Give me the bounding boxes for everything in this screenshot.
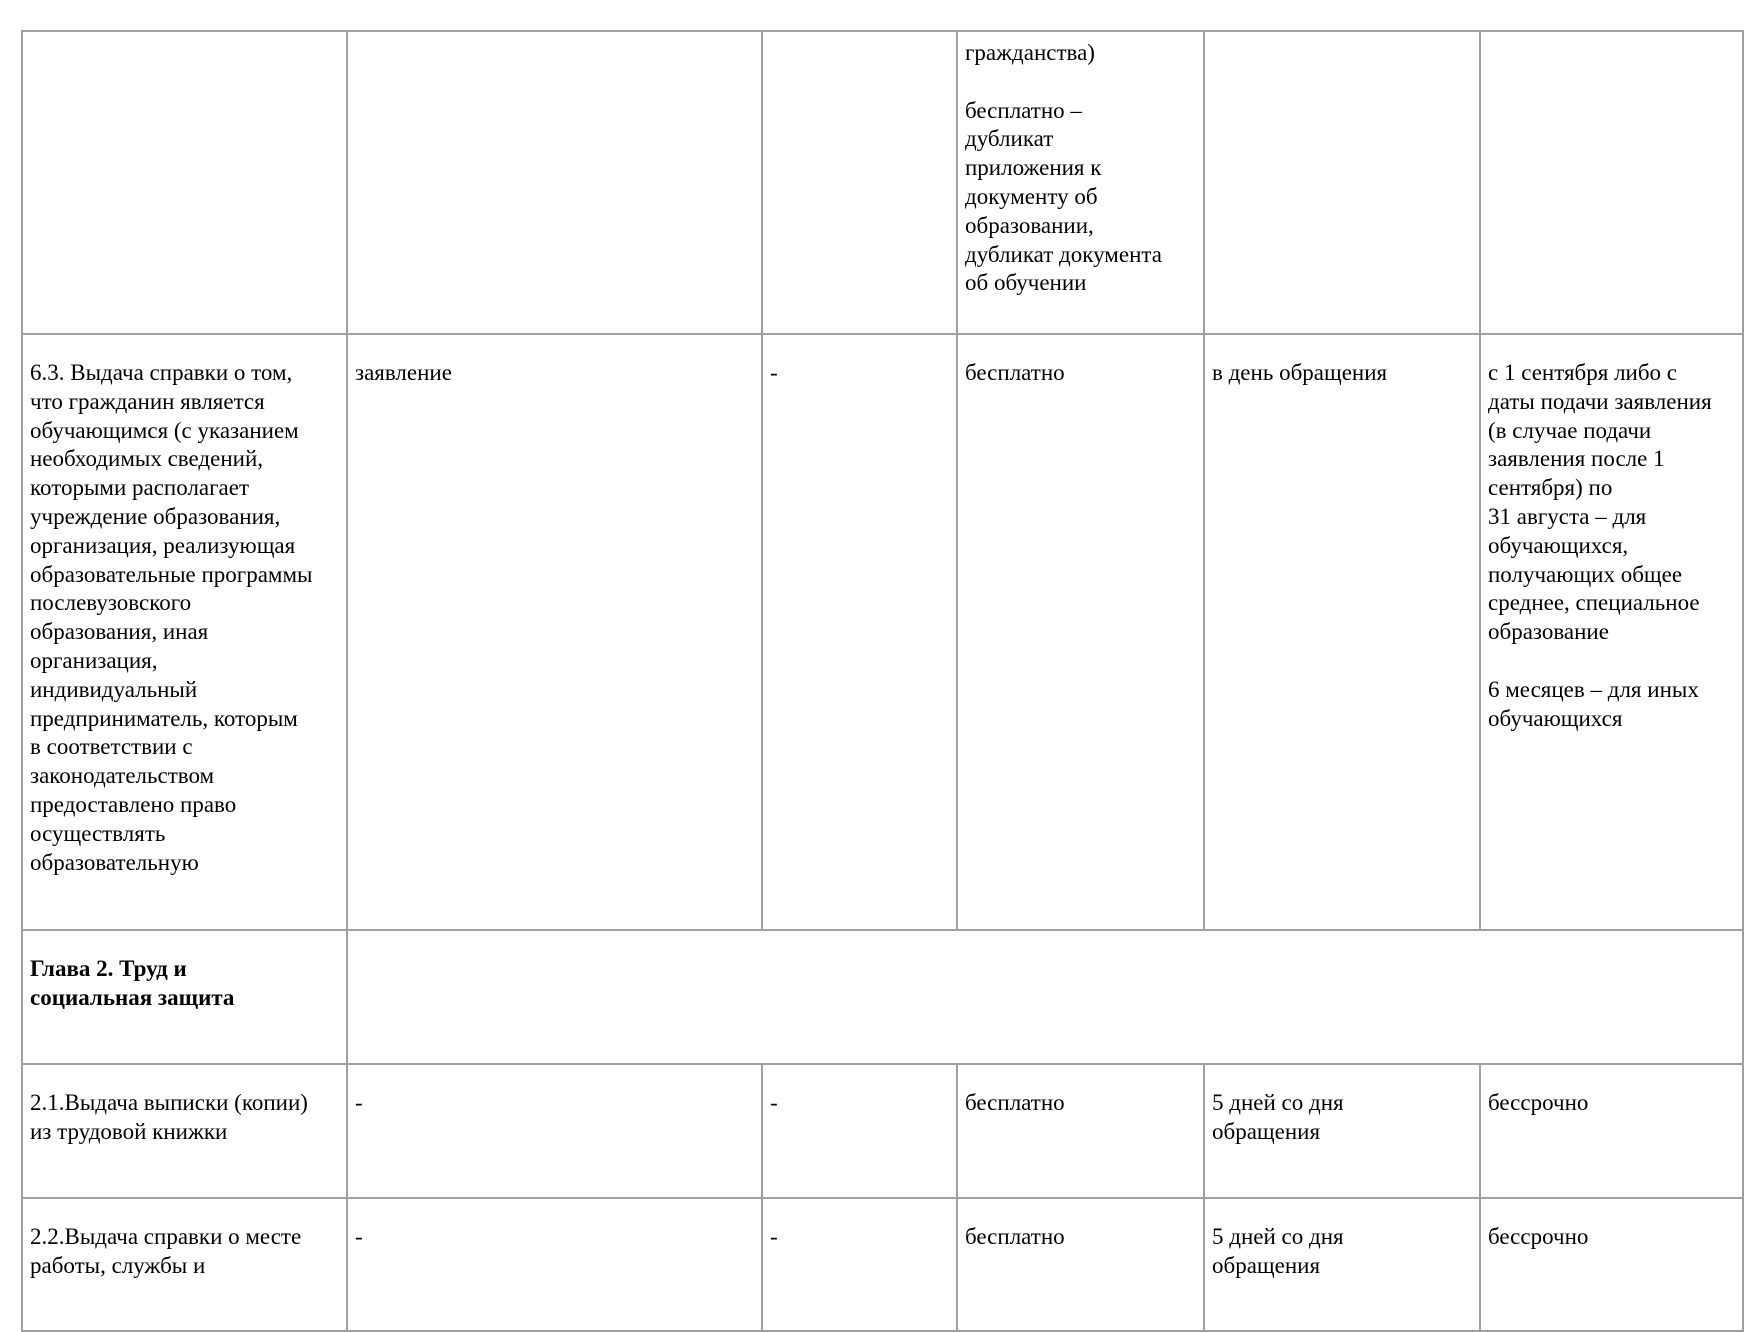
documents-cell	[347, 31, 762, 334]
validity-text: бессрочно	[1488, 1224, 1589, 1249]
chapter-row	[22, 930, 1743, 1064]
validity-cell	[1480, 334, 1743, 930]
procedure-name-text: 6.3. Выдача справки о том, что гражданин является обучающимся (с указанием необходимых сведений, которыми располагает учреждение образования, организация, реализующая образовательные программы послевузовского образования, иная организация, индивидуальный предприниматель, которым в соответствии с законодательством предоставлено право осуществлять образовательную	[30, 360, 313, 875]
documents-text: -	[355, 1090, 363, 1115]
validity-cell	[1480, 1198, 1743, 1331]
documents-cell	[347, 334, 762, 930]
term-cell	[1204, 1198, 1480, 1331]
term-cell	[1204, 1064, 1480, 1198]
table-row	[22, 1064, 1743, 1198]
requests-cell	[762, 1198, 957, 1331]
fee-cell	[957, 1064, 1204, 1198]
procedures-table	[21, 30, 1744, 1332]
validity-text: бессрочно	[1488, 1090, 1589, 1115]
procedure-name-text: 2.1.Выдача выписки (копии) из трудовой книжки	[30, 1090, 308, 1144]
fee-text: гражданства) бесплатно – дубликат приложения к документу об образовании, дубликат документа об обучении	[965, 40, 1162, 296]
requests-cell	[762, 334, 957, 930]
documents-cell	[347, 1064, 762, 1198]
chapter-empty-cell	[347, 930, 1743, 1064]
table-row	[22, 1198, 1743, 1331]
procedure-name-cell	[22, 31, 347, 334]
procedure-name-text: 2.2.Выдача справки о месте работы, службы и	[30, 1224, 302, 1278]
term-text: в день обращения	[1212, 360, 1388, 385]
validity-cell	[1480, 1064, 1743, 1198]
fee-text: бесплатно	[965, 1090, 1065, 1115]
fee-cell	[957, 334, 1204, 930]
term-text: 5 дней со дня обращения	[1212, 1224, 1344, 1278]
requests-text: -	[770, 1090, 778, 1115]
table-row	[22, 334, 1743, 930]
fee-cell	[957, 1198, 1204, 1331]
procedure-name-cell	[22, 1064, 347, 1198]
documents-cell	[347, 1198, 762, 1331]
term-text: 5 дней со дня обращения	[1212, 1090, 1344, 1144]
chapter-title-cell	[22, 930, 347, 1064]
fee-text: бесплатно	[965, 1224, 1065, 1249]
requests-text: -	[770, 360, 778, 385]
validity-cell	[1480, 31, 1743, 334]
requests-text: -	[770, 1224, 778, 1249]
procedure-name-cell	[22, 334, 347, 930]
term-cell	[1204, 31, 1480, 334]
fee-text: бесплатно	[965, 360, 1065, 385]
table-row	[22, 31, 1743, 334]
term-cell	[1204, 334, 1480, 930]
requests-cell	[762, 31, 957, 334]
requests-cell	[762, 1064, 957, 1198]
documents-text: заявление	[355, 360, 452, 385]
documents-text: -	[355, 1224, 363, 1249]
fee-cell	[957, 31, 1204, 334]
procedure-name-cell	[22, 1198, 347, 1331]
chapter-title: Глава 2. Труд и социальная защита	[30, 956, 235, 1010]
validity-text: с 1 сентября либо с даты подачи заявления (в случае подачи заявления после 1 сентября) по 31 августа – для обучающихся, получающих общее среднее, специальное образование 6 месяцев – для иных обучающихся	[1488, 360, 1712, 731]
